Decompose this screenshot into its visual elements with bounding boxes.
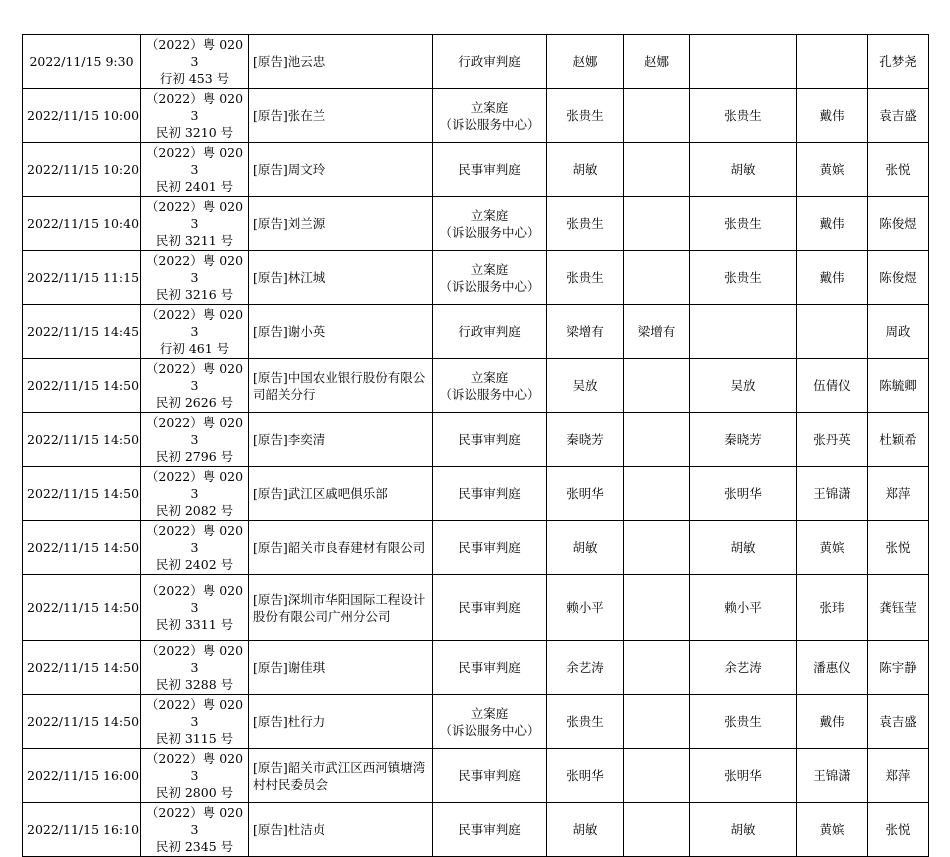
- table-row: [23, 749, 929, 803]
- person-cell-p1: 余艺涛: [547, 641, 624, 695]
- case-number-line1: （2022）粤 0203: [145, 37, 244, 69]
- case-number-cell: [141, 305, 249, 359]
- case-number-line1: （2022）粤 0203: [145, 307, 244, 339]
- party-cell: [原告]林江城: [249, 251, 433, 305]
- person-cell-p1: 胡敏: [547, 143, 624, 197]
- case-number-cell: [141, 143, 249, 197]
- case-number-line2: 民初 2402 号: [155, 557, 234, 572]
- person-cell-p1: 胡敏: [547, 803, 624, 857]
- case-number-line2: 民初 2082 号: [155, 503, 234, 518]
- case-number-line1: （2022）粤 0203: [145, 199, 244, 231]
- person-cell-p4: 张丹英: [797, 413, 868, 467]
- case-number-line1: （2022）粤 0203: [145, 583, 244, 615]
- person-cell-p5: 袁吉盛: [868, 695, 929, 749]
- case-number-line1: （2022）粤 0203: [145, 805, 244, 837]
- person-cell-p2: [624, 143, 690, 197]
- tribunal-line1: 民事审判庭: [458, 768, 521, 783]
- hearing-time-cell: 2022/11/15 16:00: [23, 749, 141, 803]
- person-cell-p1: 赖小平: [547, 575, 624, 641]
- tribunal-line1: 民事审判庭: [458, 600, 521, 615]
- person-cell-p5: 龚钰莹: [868, 575, 929, 641]
- person-cell-p2: 梁增有: [624, 305, 690, 359]
- person-cell-p5: 张悦: [868, 521, 929, 575]
- case-number-line1: （2022）粤 0203: [145, 643, 244, 675]
- person-cell-p3: 秦晓芳: [690, 413, 797, 467]
- person-cell-p5: 郑萍: [868, 467, 929, 521]
- tribunal-cell: [433, 89, 547, 143]
- person-cell-p3: 张贵生: [690, 89, 797, 143]
- person-cell-p3: 张明华: [690, 467, 797, 521]
- case-number-line2: 民初 2796 号: [155, 449, 234, 464]
- case-number-line2: 民初 3115 号: [155, 731, 234, 746]
- tribunal-cell: [433, 521, 547, 575]
- case-number-line1: （2022）粤 0203: [145, 361, 244, 393]
- tribunal-line1: 民事审判庭: [458, 540, 521, 555]
- person-cell-p1: 张贵生: [547, 89, 624, 143]
- party-cell: [原告]杜行力: [249, 695, 433, 749]
- party-cell: [原告]中国农业银行股份有限公司韶关分行: [249, 359, 433, 413]
- tribunal-cell: [433, 251, 547, 305]
- person-cell-p4: 黄嫔: [797, 803, 868, 857]
- case-number-cell: [141, 803, 249, 857]
- tribunal-line1: 立案庭: [470, 705, 509, 721]
- person-cell-p4: 王锦潇: [797, 749, 868, 803]
- case-number-cell: [141, 413, 249, 467]
- tribunal-cell: [433, 803, 547, 857]
- person-cell-p4: 戴伟: [797, 251, 868, 305]
- case-number-line2: 民初 3311 号: [155, 617, 234, 632]
- tribunal-cell: [433, 575, 547, 641]
- person-cell-p1: 吴放: [547, 359, 624, 413]
- person-cell-p2: [624, 89, 690, 143]
- tribunal-cell: [433, 467, 547, 521]
- person-cell-p5: 陈俊煜: [868, 251, 929, 305]
- person-cell-p2: [624, 413, 690, 467]
- person-cell-p4: [797, 35, 868, 89]
- person-cell-p3: 张明华: [690, 749, 797, 803]
- person-cell-p2: [624, 359, 690, 413]
- case-number-line1: （2022）粤 0203: [145, 415, 244, 447]
- tribunal-line1: 民事审判庭: [458, 432, 521, 447]
- person-cell-p4: 黄嫔: [797, 521, 868, 575]
- case-number-cell: [141, 35, 249, 89]
- person-cell-p1: 梁增有: [547, 305, 624, 359]
- tribunal-line1: 民事审判庭: [458, 660, 521, 675]
- tribunal-line2: （诉讼服务中心）: [439, 116, 540, 132]
- person-cell-p3: 张贵生: [690, 197, 797, 251]
- hearing-time-cell: 2022/11/15 14:50: [23, 641, 141, 695]
- person-cell-p4: [797, 305, 868, 359]
- tribunal-cell: [433, 35, 547, 89]
- tribunal-line1: 民事审判庭: [458, 162, 521, 177]
- tribunal-line2: （诉讼服务中心）: [439, 278, 540, 294]
- tribunal-cell: [433, 641, 547, 695]
- person-cell-p1: 秦晓芳: [547, 413, 624, 467]
- case-number-line2: 行初 453 号: [159, 71, 230, 86]
- table-row: [23, 359, 929, 413]
- case-number-line1: （2022）粤 0203: [145, 697, 244, 729]
- table-row: [23, 695, 929, 749]
- party-cell: [原告]杜洁贞: [249, 803, 433, 857]
- person-cell-p4: 潘惠仪: [797, 641, 868, 695]
- case-number-cell: [141, 641, 249, 695]
- party-cell: [原告]谢佳琪: [249, 641, 433, 695]
- hearing-time-cell: 2022/11/15 10:40: [23, 197, 141, 251]
- person-cell-p3: 吴放: [690, 359, 797, 413]
- hearing-time-cell: 2022/11/15 14:50: [23, 575, 141, 641]
- tribunal-cell: [433, 695, 547, 749]
- person-cell-p2: [624, 575, 690, 641]
- case-number-line2: 民初 3210 号: [155, 125, 234, 140]
- table-row: [23, 251, 929, 305]
- tribunal-cell: [433, 305, 547, 359]
- table-row: [23, 197, 929, 251]
- person-cell-p5: 郑萍: [868, 749, 929, 803]
- person-cell-p5: 张悦: [868, 143, 929, 197]
- case-number-line2: 民初 3216 号: [155, 287, 234, 302]
- person-cell-p2: [624, 695, 690, 749]
- case-number-line2: 民初 3211 号: [155, 233, 234, 248]
- case-number-line1: （2022）粤 0203: [145, 523, 244, 555]
- person-cell-p2: 赵娜: [624, 35, 690, 89]
- person-cell-p3: 余艺涛: [690, 641, 797, 695]
- person-cell-p3: 胡敏: [690, 143, 797, 197]
- tribunal-line2: （诉讼服务中心）: [439, 722, 540, 738]
- hearing-time-cell: 2022/11/15 14:50: [23, 359, 141, 413]
- tribunal-line1: 民事审判庭: [458, 486, 521, 501]
- person-cell-p5: 陈宇静: [868, 641, 929, 695]
- person-cell-p1: 张贵生: [547, 197, 624, 251]
- party-cell: [原告]武江区戚吧俱乐部: [249, 467, 433, 521]
- tribunal-line2: （诉讼服务中心）: [439, 224, 540, 240]
- party-cell: [原告]深圳市华阳国际工程设计股份有限公司广州分公司: [249, 575, 433, 641]
- person-cell-p4: 戴伟: [797, 197, 868, 251]
- hearing-time-cell: 2022/11/15 11:15: [23, 251, 141, 305]
- tribunal-cell: [433, 413, 547, 467]
- person-cell-p3: 张贵生: [690, 695, 797, 749]
- case-number-line2: 民初 2401 号: [155, 179, 234, 194]
- case-number-cell: [141, 359, 249, 413]
- person-cell-p1: 张贵生: [547, 251, 624, 305]
- person-cell-p3: 赖小平: [690, 575, 797, 641]
- person-cell-p2: [624, 803, 690, 857]
- table-row: [23, 143, 929, 197]
- case-number-line1: （2022）粤 0203: [145, 145, 244, 177]
- case-number-cell: [141, 575, 249, 641]
- tribunal-cell: [433, 749, 547, 803]
- person-cell-p5: 袁吉盛: [868, 89, 929, 143]
- hearing-time-cell: 2022/11/15 10:00: [23, 89, 141, 143]
- person-cell-p4: 黄嫔: [797, 143, 868, 197]
- person-cell-p2: [624, 467, 690, 521]
- person-cell-p4: 张玮: [797, 575, 868, 641]
- table-row: [23, 803, 929, 857]
- table-row: [23, 521, 929, 575]
- person-cell-p1: 张贵生: [547, 695, 624, 749]
- person-cell-p1: 张明华: [547, 749, 624, 803]
- case-number-cell: [141, 521, 249, 575]
- person-cell-p5: 张悦: [868, 803, 929, 857]
- case-number-cell: [141, 695, 249, 749]
- party-cell: [原告]韶关市良春建材有限公司: [249, 521, 433, 575]
- table-row: [23, 35, 929, 89]
- hearing-time-cell: 2022/11/15 9:30: [23, 35, 141, 89]
- tribunal-line1: 行政审判庭: [458, 324, 521, 339]
- table-row: [23, 467, 929, 521]
- case-number-line2: 民初 2345 号: [155, 839, 234, 854]
- person-cell-p1: 胡敏: [547, 521, 624, 575]
- person-cell-p4: 伍倩仪: [797, 359, 868, 413]
- case-number-line2: 民初 2800 号: [155, 785, 234, 800]
- tribunal-line1: 立案庭: [470, 261, 509, 277]
- person-cell-p4: 戴伟: [797, 89, 868, 143]
- person-cell-p5: 周政: [868, 305, 929, 359]
- table-row: [23, 575, 929, 641]
- person-cell-p1: 张明华: [547, 467, 624, 521]
- hearing-time-cell: 2022/11/15 14:50: [23, 695, 141, 749]
- table-row: [23, 305, 929, 359]
- case-number-line1: （2022）粤 0203: [145, 253, 244, 285]
- tribunal-line1: 立案庭: [470, 207, 509, 223]
- case-number-cell: [141, 89, 249, 143]
- hearing-time-cell: 2022/11/15 10:20: [23, 143, 141, 197]
- person-cell-p5: 陈俊煜: [868, 197, 929, 251]
- person-cell-p3: 胡敏: [690, 803, 797, 857]
- party-cell: [原告]谢小英: [249, 305, 433, 359]
- case-number-line1: （2022）粤 0203: [145, 91, 244, 123]
- party-cell: [原告]周文玲: [249, 143, 433, 197]
- hearing-time-cell: 2022/11/15 14:50: [23, 467, 141, 521]
- person-cell-p2: [624, 251, 690, 305]
- tribunal-cell: [433, 359, 547, 413]
- table-body: [23, 35, 929, 857]
- table-row: [23, 641, 929, 695]
- case-number-line2: 民初 2626 号: [155, 395, 234, 410]
- party-cell: [原告]张在兰: [249, 89, 433, 143]
- case-number-line2: 民初 3288 号: [155, 677, 234, 692]
- person-cell-p2: [624, 521, 690, 575]
- party-cell: [原告]韶关市武江区西河镇塘湾村村民委员会: [249, 749, 433, 803]
- case-number-line1: （2022）粤 0203: [145, 751, 244, 783]
- case-number-cell: [141, 467, 249, 521]
- case-number-line2: 行初 461 号: [159, 341, 230, 356]
- party-cell: [原告]刘兰源: [249, 197, 433, 251]
- table-row: [23, 413, 929, 467]
- case-number-cell: [141, 749, 249, 803]
- person-cell-p3: [690, 305, 797, 359]
- person-cell-p5: 陈毓卿: [868, 359, 929, 413]
- person-cell-p3: 胡敏: [690, 521, 797, 575]
- tribunal-line1: 行政审判庭: [458, 54, 521, 69]
- person-cell-p5: 孔梦尧: [868, 35, 929, 89]
- person-cell-p1: 赵娜: [547, 35, 624, 89]
- party-cell: [原告]李奕清: [249, 413, 433, 467]
- hearing-time-cell: 2022/11/15 16:10: [23, 803, 141, 857]
- person-cell-p2: [624, 749, 690, 803]
- case-number-cell: [141, 197, 249, 251]
- case-number-line1: （2022）粤 0203: [145, 469, 244, 501]
- person-cell-p3: [690, 35, 797, 89]
- hearing-time-cell: 2022/11/15 14:45: [23, 305, 141, 359]
- hearing-time-cell: 2022/11/15 14:50: [23, 521, 141, 575]
- table-row: [23, 89, 929, 143]
- person-cell-p5: 杜颖希: [868, 413, 929, 467]
- tribunal-line1: 立案庭: [470, 99, 509, 115]
- tribunal-cell: [433, 197, 547, 251]
- tribunal-line2: （诉讼服务中心）: [439, 386, 540, 402]
- person-cell-p4: 戴伟: [797, 695, 868, 749]
- hearing-time-cell: 2022/11/15 14:50: [23, 413, 141, 467]
- tribunal-line1: 民事审判庭: [458, 822, 521, 837]
- person-cell-p2: [624, 641, 690, 695]
- case-number-cell: [141, 251, 249, 305]
- tribunal-line1: 立案庭: [470, 369, 509, 385]
- person-cell-p4: 王锦潇: [797, 467, 868, 521]
- tribunal-cell: [433, 143, 547, 197]
- person-cell-p3: 张贵生: [690, 251, 797, 305]
- party-cell: [原告]池云忠: [249, 35, 433, 89]
- person-cell-p2: [624, 197, 690, 251]
